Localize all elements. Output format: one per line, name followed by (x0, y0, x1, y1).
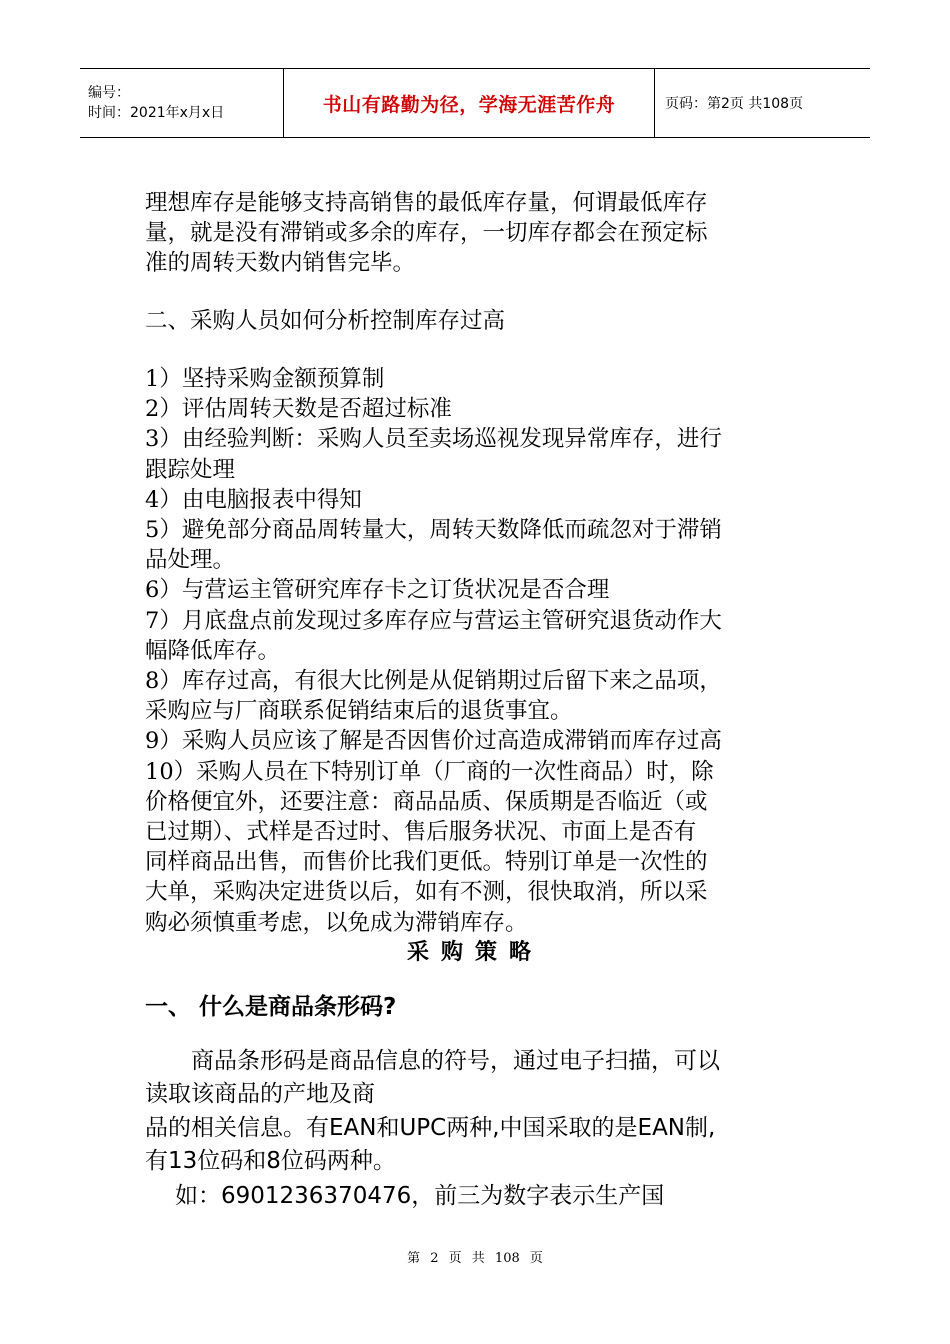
barcode-example (145, 1180, 855, 1213)
barcode-heading: 一、 什么是商品条形码? (145, 994, 397, 1020)
list-line: 同样商品出售，而售价比我们更低。特别订单是一次性的 (145, 849, 708, 876)
page-header (80, 68, 870, 138)
header-motto-cell (283, 69, 655, 137)
list-line: 4）由电脑报表中得知 (145, 486, 362, 513)
number-label: 编号： (88, 85, 130, 101)
list-line: 10）采购人员在下特别订单（厂商的一次性商品）时，除 (145, 758, 714, 785)
strategy-title: 采购策略 (406, 939, 543, 965)
intro-paragraph (145, 188, 810, 279)
paragraph-line: 商品条形码是商品信息的符号，通过电子扫描，可以 (145, 1048, 720, 1074)
section-heading: 二、采购人员如何分析控制库存过高 (145, 308, 506, 334)
barcode-paragraph-2 (145, 1112, 825, 1178)
list-line: 5）避免部分商品周转量大，周转天数降低而疏忽对于滞销 (145, 517, 722, 544)
header-meta (80, 69, 283, 137)
intro-line: 理想库存是能够支持高销售的最低库存量，何谓最低库存 (145, 190, 708, 216)
motto: 书山有路勤为径，学海无涯苦作舟 (322, 93, 616, 116)
list-line: 购必须慎重考虑，以免成为滞销库存。 (145, 909, 528, 936)
list-line: 大单，采购决定进货以后，如有不测，很快取消，所以采 (145, 879, 708, 906)
list-line: 幅降低库存。 (145, 637, 281, 664)
section2-title (145, 306, 810, 336)
paragraph-line: 读取该商品的产地及商 (145, 1081, 375, 1107)
list-line: 7）月底盘点前发现过多库存应与营运主管研究退货动作大 (145, 607, 722, 634)
barcode-paragraph-1 (145, 1045, 825, 1111)
list-line: 2）评估周转天数是否超过标准 (145, 396, 452, 423)
intro-line: 准的周转天数内销售完毕。 (145, 250, 416, 277)
list-line: 6）与营运主管研究库存卡之订货状况是否合理 (145, 577, 610, 604)
list-line: 品处理。 (145, 547, 236, 574)
list-line: 采购应与厂商联系促销结束后的退货事宜。 (145, 698, 573, 725)
list-line: 1）坚持采购金额预算制 (145, 366, 385, 392)
page-info: 页码：第2页 共108页 (665, 96, 804, 112)
control-list (145, 364, 810, 938)
page-footer: 第 2 页 共 108 页 (407, 1251, 543, 1266)
paragraph-line: 如：6901236370476，前三为数字表示生产国 (175, 1183, 665, 1209)
list-line: 9）采购人员应该了解是否因售价过高造成滞销而库存过高 (145, 728, 722, 755)
paragraph-line: 品的相关信息。有EAN和UPC两种,中国采取的是EAN制, (145, 1115, 716, 1141)
paragraph-line: 有13位码和8位码两种。 (145, 1148, 396, 1174)
list-line: 8）库存过高，有很大比例是从促销期过后留下来之品项， (145, 668, 722, 695)
list-line: 已过期）、式样是否过时、售后服务状况、市面上是否有 (145, 819, 697, 846)
intro-line: 量，就是没有滞销或多余的库存，一切库存都会在预定标 (145, 220, 708, 247)
time-label: 时间：2021年x月x日 (88, 105, 225, 121)
list-line: 3）由经验判断：采购人员至卖场巡视发现异常库存，进行 (145, 426, 722, 453)
list-line: 价格便宜外，还要注意：商品品质、保质期是否临近（或 (145, 788, 708, 815)
header-page-info (655, 69, 870, 137)
list-line: 跟踪处理 (145, 456, 236, 483)
